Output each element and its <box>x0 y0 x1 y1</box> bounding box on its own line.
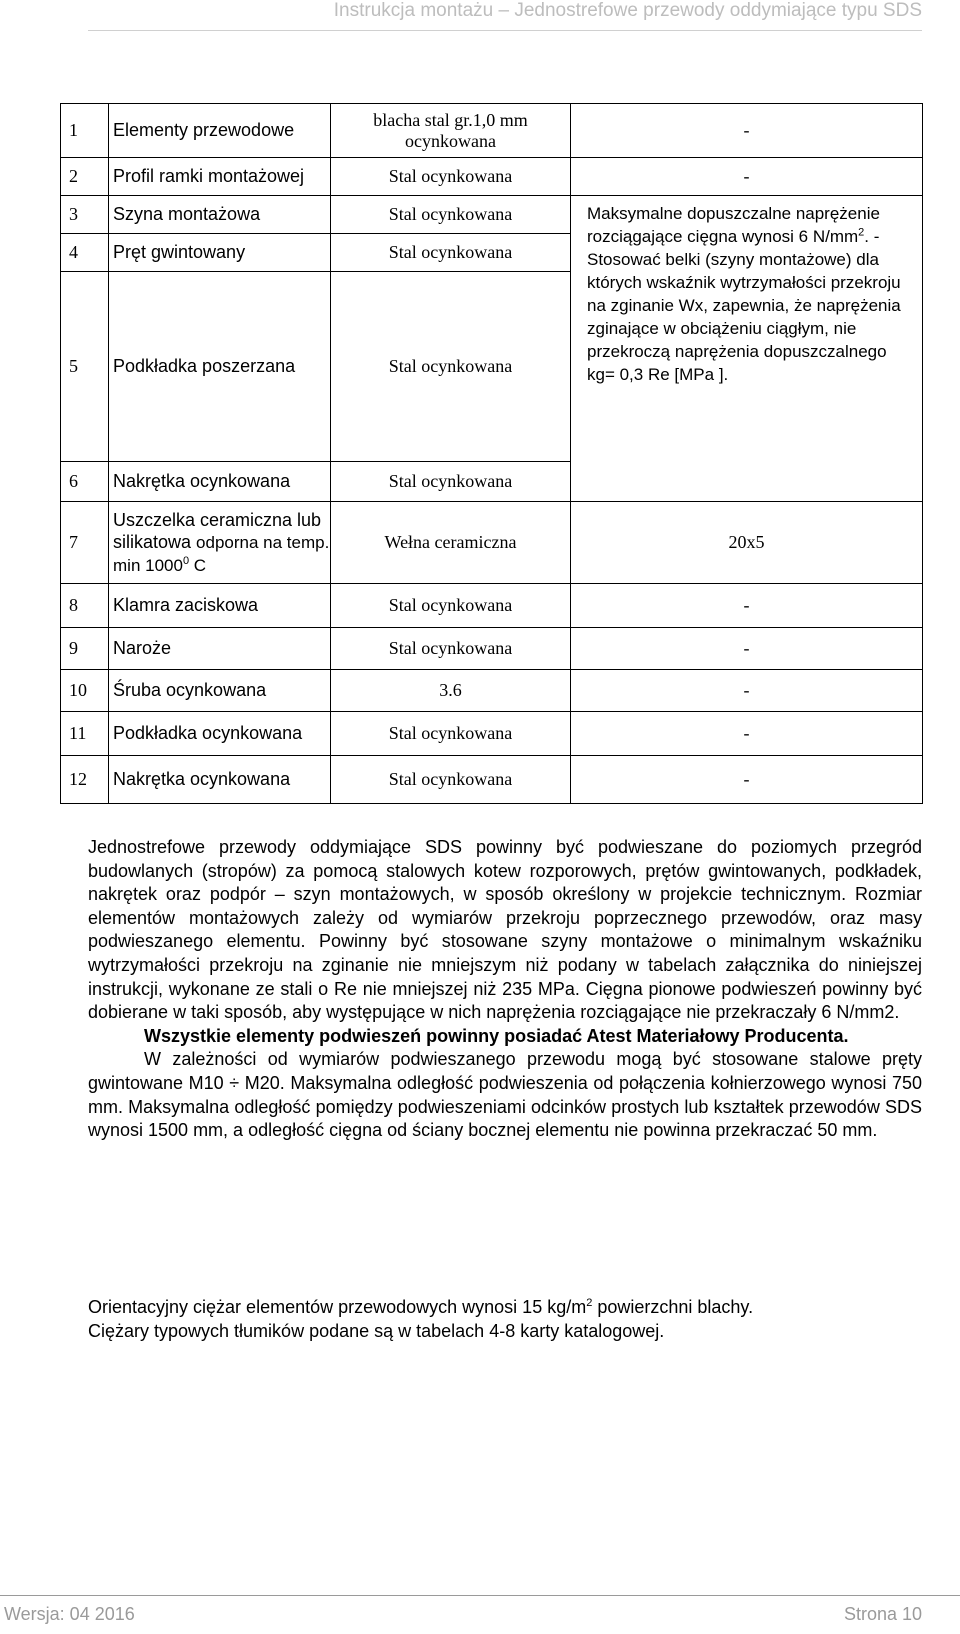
element-name: Uszczelka ceramiczna lub silikatowa odporna na temp. min 1000$^0$ C <box>109 502 331 584</box>
row-number: 2 <box>61 158 109 196</box>
paragraph-suspension: Jednostrefowe przewody oddymiające SDS powinny być podwieszane do poziomych przegród budowlanych (stropów) za pomocą stalowych kotew rozporowych, prętów gwintowanych, podkładek, nakrętek oraz podpór – szyn montażowych, w sposób określony w projekcie technicznym. Rozmiar elementów montażowych zależy od wymiarów przekroju poprzecznego przewodów, oraz masy podwieszanego elementu. Powinny być stosowane szyny montażowe o minimalnym wskaźniku wytrzymałości przekroju na zginanie nie mniejszym niż podany w tabelach załącznika do niniejszej instrukcji, wykonane ze stali o Re nie mniejszej niż 235 MPa. Cięgna pionowe podwieszeń powinny być dobierane w taki sposób, aby występujące w nich naprężenia rozciągające nie przekraczały 6 N/mm2. <box>88 837 922 1023</box>
element-material: Stal ocynkowana <box>331 756 571 804</box>
paragraph-dampers: Ciężary typowych tłumików podane są w tabelach 4-8 karty katalogowej. <box>88 1320 665 1341</box>
table-row <box>61 584 923 628</box>
row-number: 1 <box>61 104 109 158</box>
element-name: Śruba ocynkowana <box>109 670 331 712</box>
header-divider <box>88 30 922 31</box>
row-number: 3 <box>61 196 109 234</box>
element-material: Stal ocynkowana <box>331 584 571 628</box>
element-note: - <box>571 756 923 804</box>
element-material: Stal ocynkowana <box>331 272 571 462</box>
element-material: Stal ocynkowana <box>331 234 571 272</box>
element-note: - <box>571 712 923 756</box>
row-number: 6 <box>61 462 109 502</box>
table-row <box>61 158 923 196</box>
load-note: Maksymalne dopuszczalne naprężenie rozciągające cięgna wynosi 6 $N/mm^2$. - Stosować belki (szyny montażowe) dla których wskaźnik wytrzymałości przekroju na zginanie Wx, zapewnia, że naprężenia zginające w obciążeniu ciągłym, nie przekroczą naprężenia dopuszczalnego kg= 0,3 Re [MPa ]. <box>571 196 923 502</box>
elements-table <box>60 103 923 804</box>
row-number: 10 <box>61 670 109 712</box>
element-name: Nakrętka ocynkowana <box>109 462 331 502</box>
element-material: Stal ocynkowana <box>331 158 571 196</box>
element-material: blacha stal gr.1,0 mm ocynkowana <box>331 104 571 158</box>
table-row <box>61 712 923 756</box>
table-row <box>61 196 923 234</box>
table-row <box>61 502 923 584</box>
element-name: Elementy przewodowe <box>109 104 331 158</box>
paragraph-rods: W zależności od wymiarów podwieszanego przewodu mogą być stosowane stalowe pręty gwintowane M10 ÷ M20. Maksymalna odległość podwieszenia od połączenia kołnierzowego wynosi 750 mm. Maksymalna odległość pomiędzy podwieszeniami odcinków prostych lub kształtek przewodów SDS wynosi 1500 mm, a odległość cięgna od ściany bocznej elementu nie powinna przekraczać 50 mm. <box>88 1049 922 1141</box>
element-note: 20x5 <box>571 502 923 584</box>
paragraph-certificate: Wszystkie elementy podwieszeń powinny posiadać Atest Materiałowy Producenta. <box>144 1025 849 1046</box>
paragraph-weight: Orientacyjny ciężar elementów przewodowych wynosi 15 $kg/m^2$ powierzchni blachy. <box>88 1297 754 1317</box>
element-name: Profil ramki montażowej <box>109 158 331 196</box>
row-number: 5 <box>61 272 109 462</box>
element-name: Pręt gwintowany <box>109 234 331 272</box>
row-number: 7 <box>61 502 109 584</box>
element-name: Naroże <box>109 628 331 670</box>
element-name: Nakrętka ocynkowana <box>109 756 331 804</box>
table-row <box>61 670 923 712</box>
element-name: Klamra zaciskowa <box>109 584 331 628</box>
element-material: Stal ocynkowana <box>331 196 571 234</box>
mounting-description <box>88 836 922 1143</box>
row-number: 9 <box>61 628 109 670</box>
element-note: - <box>571 584 923 628</box>
element-name: Szyna montażowa <box>109 196 331 234</box>
element-name: Podkładka poszerzana <box>109 272 331 462</box>
table-row <box>61 104 923 158</box>
element-material: Stal ocynkowana <box>331 712 571 756</box>
element-material: Stal ocynkowana <box>331 628 571 670</box>
row-number: 8 <box>61 584 109 628</box>
element-note: - <box>571 628 923 670</box>
element-material: 3.6 <box>331 670 571 712</box>
element-name: Podkładka ocynkowana <box>109 712 331 756</box>
footer-version: Wersja: 04 2016 <box>4 1604 135 1624</box>
row-number: 4 <box>61 234 109 272</box>
element-note: - <box>571 158 923 196</box>
element-material: Stal ocynkowana <box>331 462 571 502</box>
table-row <box>61 756 923 804</box>
row-number: 12 <box>61 756 109 804</box>
footer-divider <box>0 1595 960 1596</box>
weight-info <box>88 1296 922 1343</box>
element-material: Wełna ceramiczna <box>331 502 571 584</box>
row-number: 11 <box>61 712 109 756</box>
element-note: - <box>571 670 923 712</box>
page-header-title: Instrukcja montażu – Jednostrefowe przewody oddymiające typu SDS <box>333 0 922 21</box>
table-row <box>61 628 923 670</box>
element-note: - <box>571 104 923 158</box>
footer-page-number: Strona 10 <box>843 1604 922 1624</box>
